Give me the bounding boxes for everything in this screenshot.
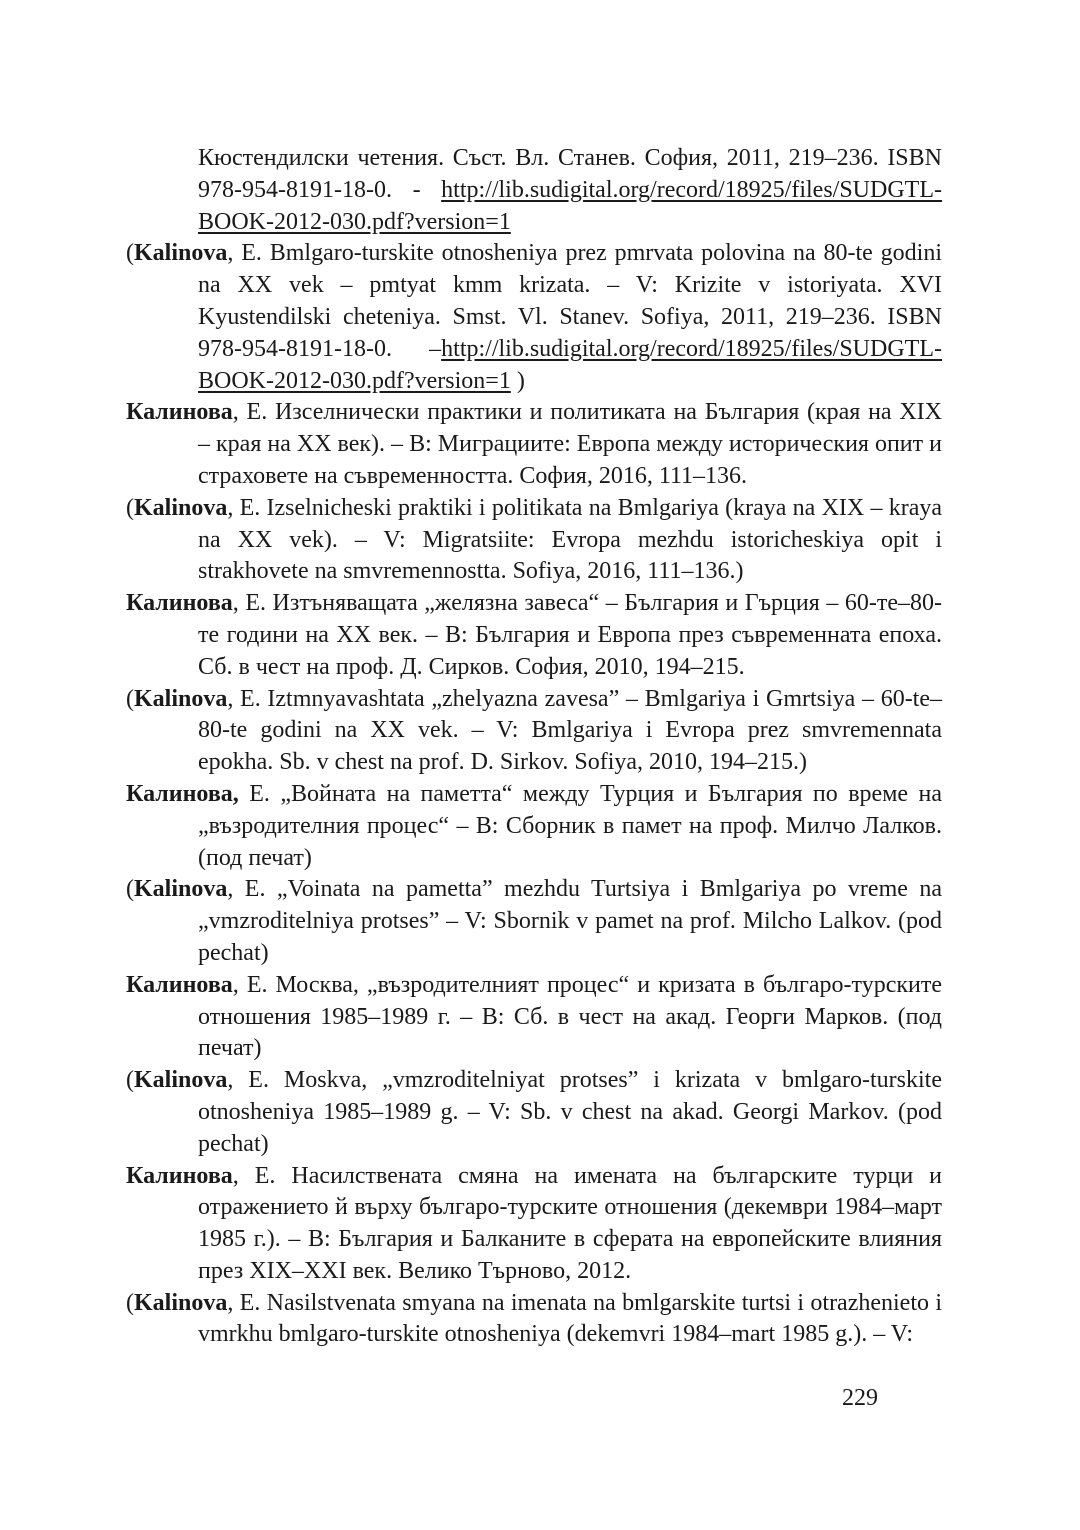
entry-text: , E. Moskva, „vmzroditelniyat protses” i krizata v bmlgaro-turskite otnosheniya 1985–1989 g. – V: Sb. v chest na akad. Georgi Markov. (pod pechat) bbox=[198, 1067, 942, 1157]
bibliography-entry: (Kalinova, E. Moskva, „vmzroditelniyat protses” i krizata v bmlgaro-turskite otnosheniya 1985–1989 g. – V: Sb. v chest na akad. Georgi Markov. (pod pechat) bbox=[126, 1067, 942, 1157]
entry-text: , Е. Насилствената смяна на имената на българските турци и отражението й върху българо-турските отношения (декември 1984–март 1985 г.). – В: България и Балканите в сферата на европейските влияния през XIX–XXI век. Велико Търново, 2012. bbox=[198, 1162, 942, 1284]
bibliography-entry-continuation bbox=[126, 143, 942, 238]
bibliography-entry: (Kalinova, E. Iztmnyavashtata „zhelyazna zavesa” – Bmlgariya i Gmrtsiya – 60-te–80-te godini na XX vek. – V: Bmlgariya i Evropa prez smvremennata epokha. Sb. v chest na prof. D. Sirkov. Sofiya, 2010, 194–215.) bbox=[126, 685, 942, 776]
bibliography-entry bbox=[126, 1161, 942, 1288]
entry-author: Kalinova bbox=[134, 876, 228, 903]
entry-text: , E. „Voinata na pametta” mezhdu Turtsiya i Bmlgariya po vreme na „vmzroditelniya protses” – V: Sbornik v pamet na prof. Milcho Lalkov. (pod pechat) bbox=[198, 876, 942, 966]
bibliography-entry: (Kalinova, E. Izselnicheski praktiki i politikata na Bmlgariya (kraya na XIX – kraya na XX vek). – V: Migratsiite: Evropa mezhdu istoricheskiya opit i strakhovete na smvremennostta. Sofiya, 2016, 111–136.) bbox=[126, 494, 942, 585]
bibliography-entry bbox=[126, 588, 942, 683]
entry-author: Kalinova bbox=[134, 240, 228, 267]
entry-text: , E. Iztmnyavashtata „zhelyazna zavesa” – Bmlgariya i Gmrtsiya – 60-te–80-te godini na XX vek. – V: Bmlgariya i Evropa prez smvremennata epokha. Sb. v chest na prof. D. Sirkov. Sofiya, 2010, 194–215.) bbox=[198, 685, 942, 776]
entry-author: Kalinova bbox=[134, 685, 228, 712]
entry-text: , E. Nasilstvenata smyana na imenata na bmlgarskite turtsi i otrazhenieto i vmrkhu bmlgaro-turskite otnosheniya (dekemvri 1984–mart 1985 g.). – V: bbox=[198, 1289, 942, 1348]
entry-author: Kalinova bbox=[134, 494, 228, 521]
entry-text: , Е. Изселнически практики и политиката на България (края на XIX – края на XX век). – В: Миграциите: Европа между историческия опит и страховете на съвременността. София, 2016, 111–136. bbox=[198, 399, 942, 489]
page-number: 229 bbox=[842, 1385, 878, 1411]
entry-author: Калинова bbox=[126, 1162, 233, 1189]
entry-text: , Е. Москва, „възродителният процес“ и кризата в българо-турските отношения 1985–1989 г. – В: Сб. в чест на акад. Георги Марков. (под печат) bbox=[198, 971, 942, 1062]
entry-url-link[interactable]: http://lib.sudigital.org/record/18925/files/SUDGTL-BOOK-2012-030.pdf?version=1 bbox=[198, 335, 942, 394]
entry-author: Kalinova bbox=[134, 1067, 228, 1094]
entry-text: , E. Izselnicheski praktiki i politikata na Bmlgariya (kraya na XIX – kraya na XX vek). – V: Migratsiite: Evropa mezhdu istoricheskiya opit i strakhovete na smvremennostta. Sofiya, 2016, 111–136.) bbox=[198, 494, 942, 585]
entry-author: Калинова bbox=[126, 399, 233, 426]
entry-text: , E. Bmlgaro-turskite otnosheniya prez pmrvata polovina na 80-te godini na XX vek – pmtyat kmm krizata. – V: Krizite v istoriyata. XVI Kyustendilski cheteniya. Smst. Vl. Stanev. Sofiya, 2011, 219–236. ISBN 978-954-8191-18-0. – bbox=[198, 240, 942, 362]
entry-author: Калинова, bbox=[126, 780, 239, 807]
bibliography-page bbox=[126, 143, 942, 1351]
entry-author: Kalinova bbox=[134, 1289, 228, 1316]
bibliography-entry bbox=[126, 397, 942, 492]
entry-author: Калинова bbox=[126, 971, 233, 998]
bibliography-entry: (Kalinova, E. Nasilstvenata smyana na imenata na bmlgarskite turtsi i otrazhenieto i vmrkhu bmlgaro-turskite otnosheniya (dekemvri 1984–mart 1985 g.). – V: bbox=[126, 1289, 942, 1348]
bibliography-entry bbox=[126, 970, 942, 1065]
entry-text: , Е. Изтъняващата „желязна завеса“ – България и Гърция – 60-те–80-те години на XX век. – В: България и Европа през съвременната епоха. Сб. в чест на проф. Д. Сирков. София, 2010, 194–215. bbox=[198, 590, 942, 680]
entry-url-link[interactable]: http://lib.sudigital.org/record/18925/files/SUDGTL-BOOK-2012-030.pdf?version=1 bbox=[198, 176, 942, 235]
bibliography-entry: (Kalinova, E. Bmlgaro-turskite otnosheniya prez pmrvata polovina na 80-te godini na XX vek – pmtyat kmm krizata. – V: Krizite v istoriyata. XVI Kyustendilski cheteniya. Smst. Vl. Stanev. Sofiya, 2011, 219–236. ISBN 978-954-8191-18-0. –http://lib.sudigital.org/record/18925/files/SUDGTL-BOOK-2012-030.pdf?version=1 ) bbox=[126, 240, 942, 394]
entry-text: Кюстендилски четения. Съст. Вл. Станев. София, 2011, 219–236. ISBN 978-954-8191-18-0. - bbox=[198, 145, 942, 203]
bibliography-entry bbox=[126, 779, 942, 874]
entry-author: Калинова bbox=[126, 590, 233, 617]
entry-text: Е. „Войната на паметта“ между Турция и България по време на „възродителния процес“ – В: Сборник в памет на проф. Милчо Лалков. (под печат) bbox=[198, 780, 942, 871]
bibliography-entry: (Kalinova, E. „Voinata na pametta” mezhdu Turtsiya i Bmlgariya po vreme na „vmzroditelniya protses” – V: Sbornik v pamet na prof. Milcho Lalkov. (pod pechat) bbox=[126, 876, 942, 966]
